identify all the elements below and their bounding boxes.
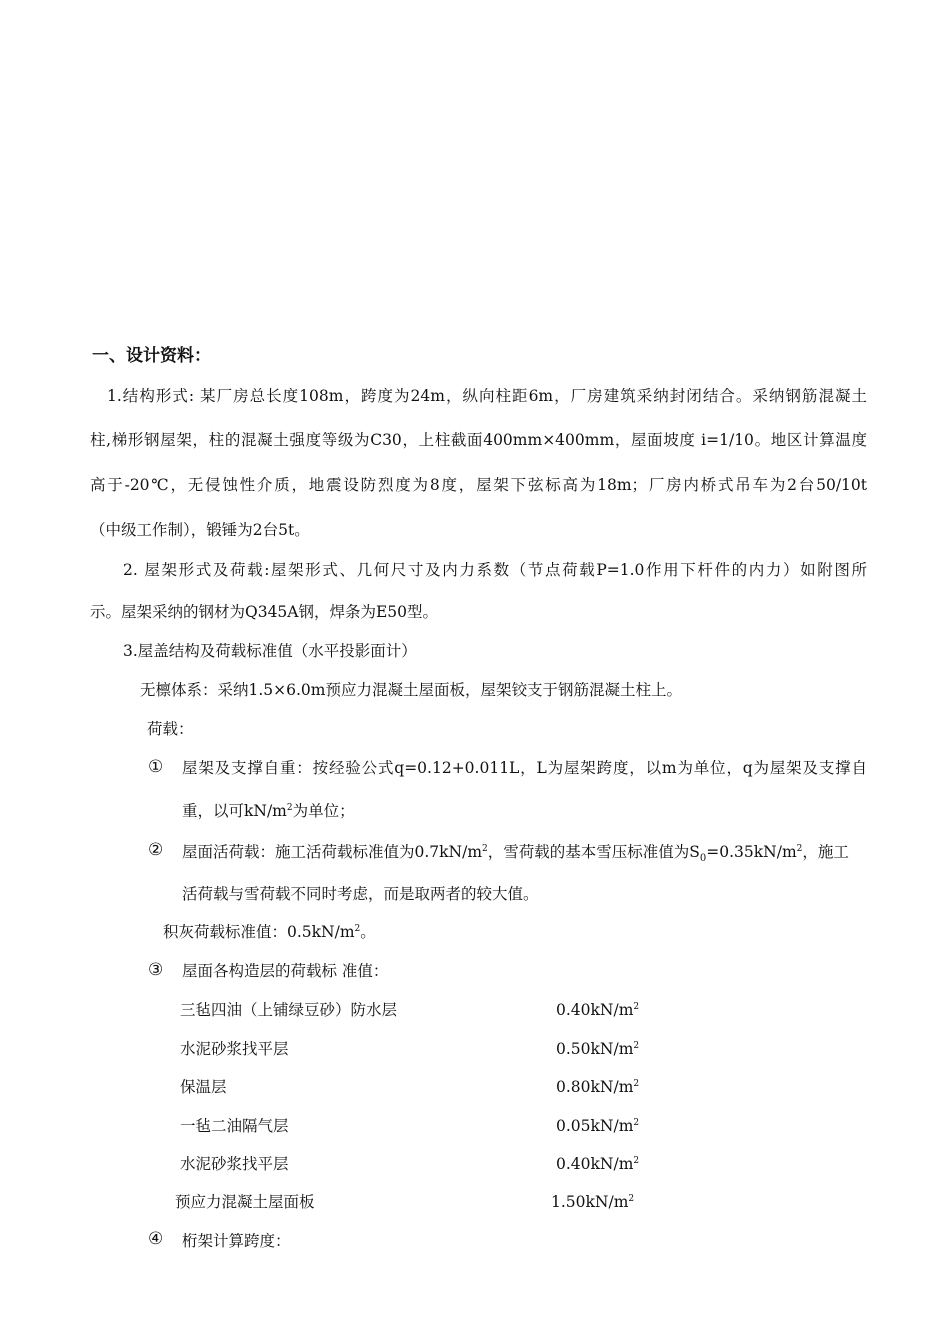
layer-value: $0.05kN/m^2$ — [556, 1117, 640, 1135]
paragraph-2-line-2: 示。屋架采纳的钢材为Q345A钢，焊条为E50型。 — [90, 603, 439, 621]
paragraph-1-line-2: 柱,梯形钢屋架，柱的混凝土强度等级为C30，上柱截面400mm×400mm，屋面坡度 i=1/10。地区计算温度 — [90, 431, 867, 449]
layer-name: 水泥砂浆找平层 — [180, 1155, 289, 1173]
item-1-line-1: 屋架及支撑自重：按经验公式q=0.12+0.011L，L为屋架跨度，以m为单位，q为屋架及支撑自 — [182, 759, 867, 777]
item-3-title: 屋面各构造层的荷载标 准值： — [182, 962, 389, 980]
item-1-marker: ① — [148, 757, 164, 777]
layer-name: 一毡二油隔气层 — [180, 1117, 289, 1135]
paragraph-1-line-1: 1.结构形式: 某厂房总长度108m，跨度为24m，纵向柱距6m，厂房建筑采纳封闭结合。采纳钢筋混凝土 — [107, 387, 867, 405]
layer-value: $0.40kN/m^2$ — [556, 1155, 640, 1173]
item-4-marker: ④ — [148, 1229, 164, 1249]
paragraph-2-line-1: 2. 屋架形式及荷载:屋架形式、几何尺寸及内力系数（节点荷载P=1.0作用下杆件的内力）如附图所 — [123, 561, 867, 579]
item-1-line-2: 重，以可$kN/m^2$为单位； — [182, 802, 355, 820]
layer-name: 预应力混凝土屋面板 — [175, 1193, 315, 1211]
loads-label: 荷载： — [147, 720, 194, 738]
paragraph-3-system: 无檩体系：采纳1.5×6.0m预应力混凝土屋面板，屋架铰支于钢筋混凝土柱上。 — [140, 681, 682, 699]
item-3-marker: ③ — [148, 960, 164, 980]
layer-value: $1.50kN/m^2$ — [551, 1193, 635, 1211]
layer-name: 三毡四油（上铺绿豆砂）防水层 — [180, 1001, 398, 1019]
section-title: 一、设计资料： — [92, 346, 211, 366]
ash-load-line: 积灰荷载标准值：$0.5kN/m^2$。 — [163, 923, 376, 941]
layer-name: 水泥砂浆找平层 — [180, 1040, 289, 1058]
layer-value: $0.80kN/m^2$ — [556, 1078, 640, 1096]
layer-value: $0.40kN/m^2$ — [556, 1001, 640, 1019]
paragraph-3-title: 3.屋盖结构及荷载标准值（水平投影面计） — [123, 642, 417, 660]
item-4-title: 桁架计算跨度： — [182, 1232, 291, 1250]
item-2-line-1: 屋面活荷载：施工活荷载标准值为$0.7kN/m^2$，雪荷载的基本雪压标准值为$S_0=0.35kN/m^2$，施工 — [182, 843, 849, 865]
paragraph-1-line-4: （中级工作制），锻锤为2台5t。 — [90, 521, 310, 539]
layer-name: 保温层 — [180, 1078, 227, 1096]
item-2-line-2: 活荷载与雪荷载不同时考虑，而是取两者的较大值。 — [182, 885, 539, 903]
layer-value: $0.50kN/m^2$ — [556, 1040, 640, 1058]
item-2-marker: ② — [148, 840, 164, 860]
paragraph-1-line-3: 高于-20℃，无侵蚀性介质，地震设防烈度为8度，屋架下弦标高为18m；厂房内桥式吊车为2台50/10t — [90, 476, 867, 494]
